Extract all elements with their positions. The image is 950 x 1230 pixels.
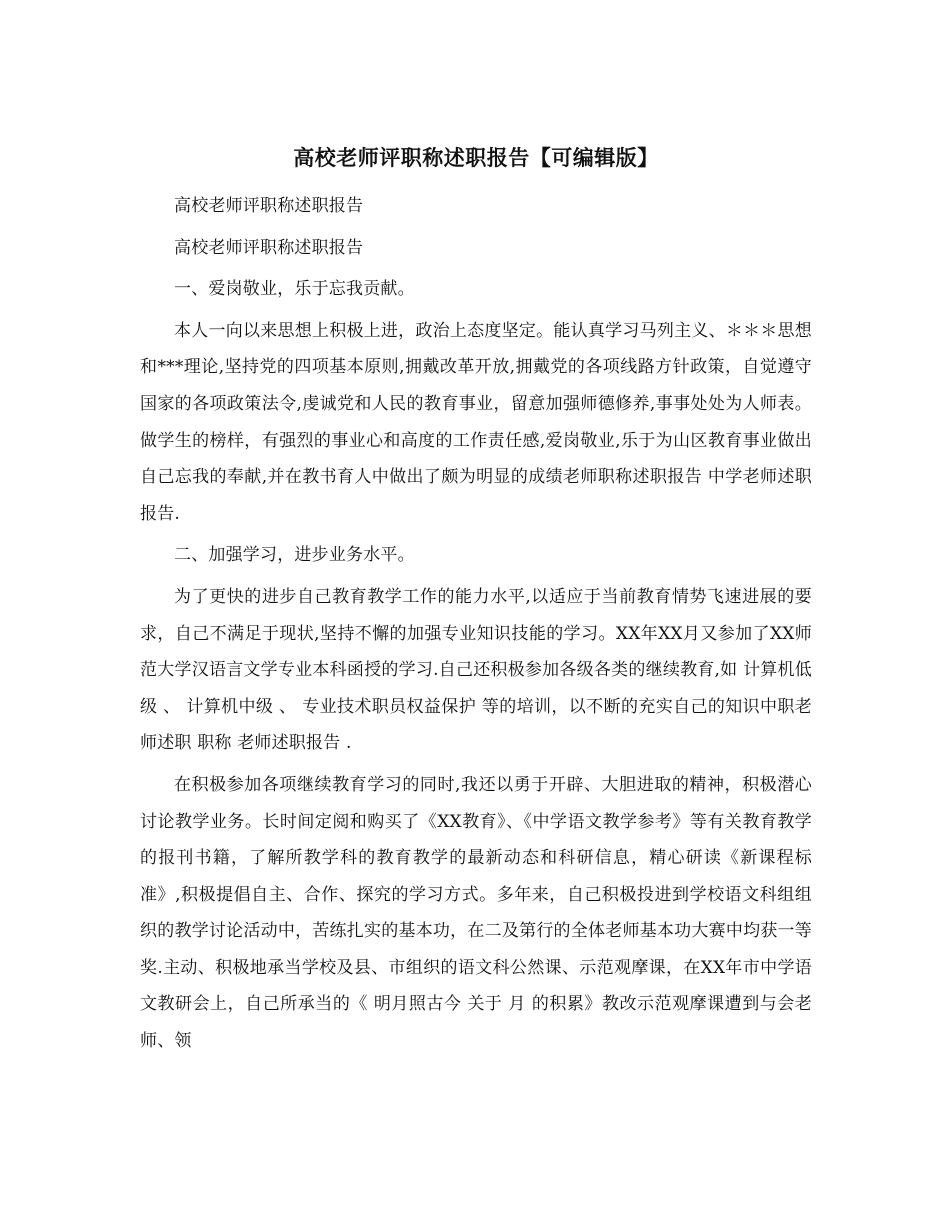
document-body bbox=[140, 138, 812, 1065]
section-heading-2: 二、加强学习，进步业务水平。 bbox=[174, 545, 415, 566]
body-paragraph-1: 本人一向以来思想上积极上进，政治上态度坚定。能认真学习马列主义、＊＊＊思想和***理论,坚持党的四项基本原则,拥戴改革开放,拥戴党的各项线路方针政策，自觉遵守国家的各项政策法令,虔诚党和人民的教育事业，留意加强师德修养,事事处处为人师表。做学生的榜样，有强烈的事业心和高度的工作责任感,爱岗敬业,乐于为山区教育事业做出自己忘我的奉献,并在教书育人中做出了颇为明显的成绩老师职称述职报告 中学老师述职报告. bbox=[140, 320, 812, 524]
subtitle-line-1: 高校老师评职称述职报告 bbox=[174, 196, 364, 216]
section-heading-1: 一、爱岗敬业，乐于忘我贡献。 bbox=[174, 279, 415, 300]
document-title: 高校老师评职称述职报告【可编辑版】 bbox=[293, 145, 659, 170]
subtitle-line-2: 高校老师评职称述职报告 bbox=[174, 237, 364, 258]
body-paragraph-2: 为了更快的进步自己教育教学工作的能力水平,以适应于当前教育情势飞速进展的要求，自己不满足于现状,坚持不懈的加强专业知识技能的学习。XX年XX月又参加了XX师范大学汉语言文学专业本科函授的学习.自己还积极参加各级各类的继续教育,如 计算机低级 、 计算机中级 、 专业技术职员权益保护 等的培训，以不断的充实自己的知识中职老师述职 职称 老师述职报告 . bbox=[140, 586, 812, 754]
body-paragraph-3: 在积极参加各项继续教育学习的同时,我还以勇于开辟、大胆进取的精神，积极潜心讨论教学业务。长时间定阅和购买了《XX教育》、《中学语文教学参考》等有关教育教学的报刊书籍，了解所教学科的教育教学的最新动态和科研信息，精心研读《新课程标准》,积极提倡自主、合作、探究的学习方式。多年来，自己积极投进到学校语文科组组织的教学讨论活动中，苦练扎实的基本功，在二及第行的全体老师基本功大赛中均获一等奖.主动、积极地承当学校及县、市组织的语文科公然课、示范观摩课，在XX年市中学语文教研会上，自己所承当的《 明月照古今 关于 月 的积累》教改示范观摩课遭到与会老师、领 bbox=[140, 774, 812, 1052]
